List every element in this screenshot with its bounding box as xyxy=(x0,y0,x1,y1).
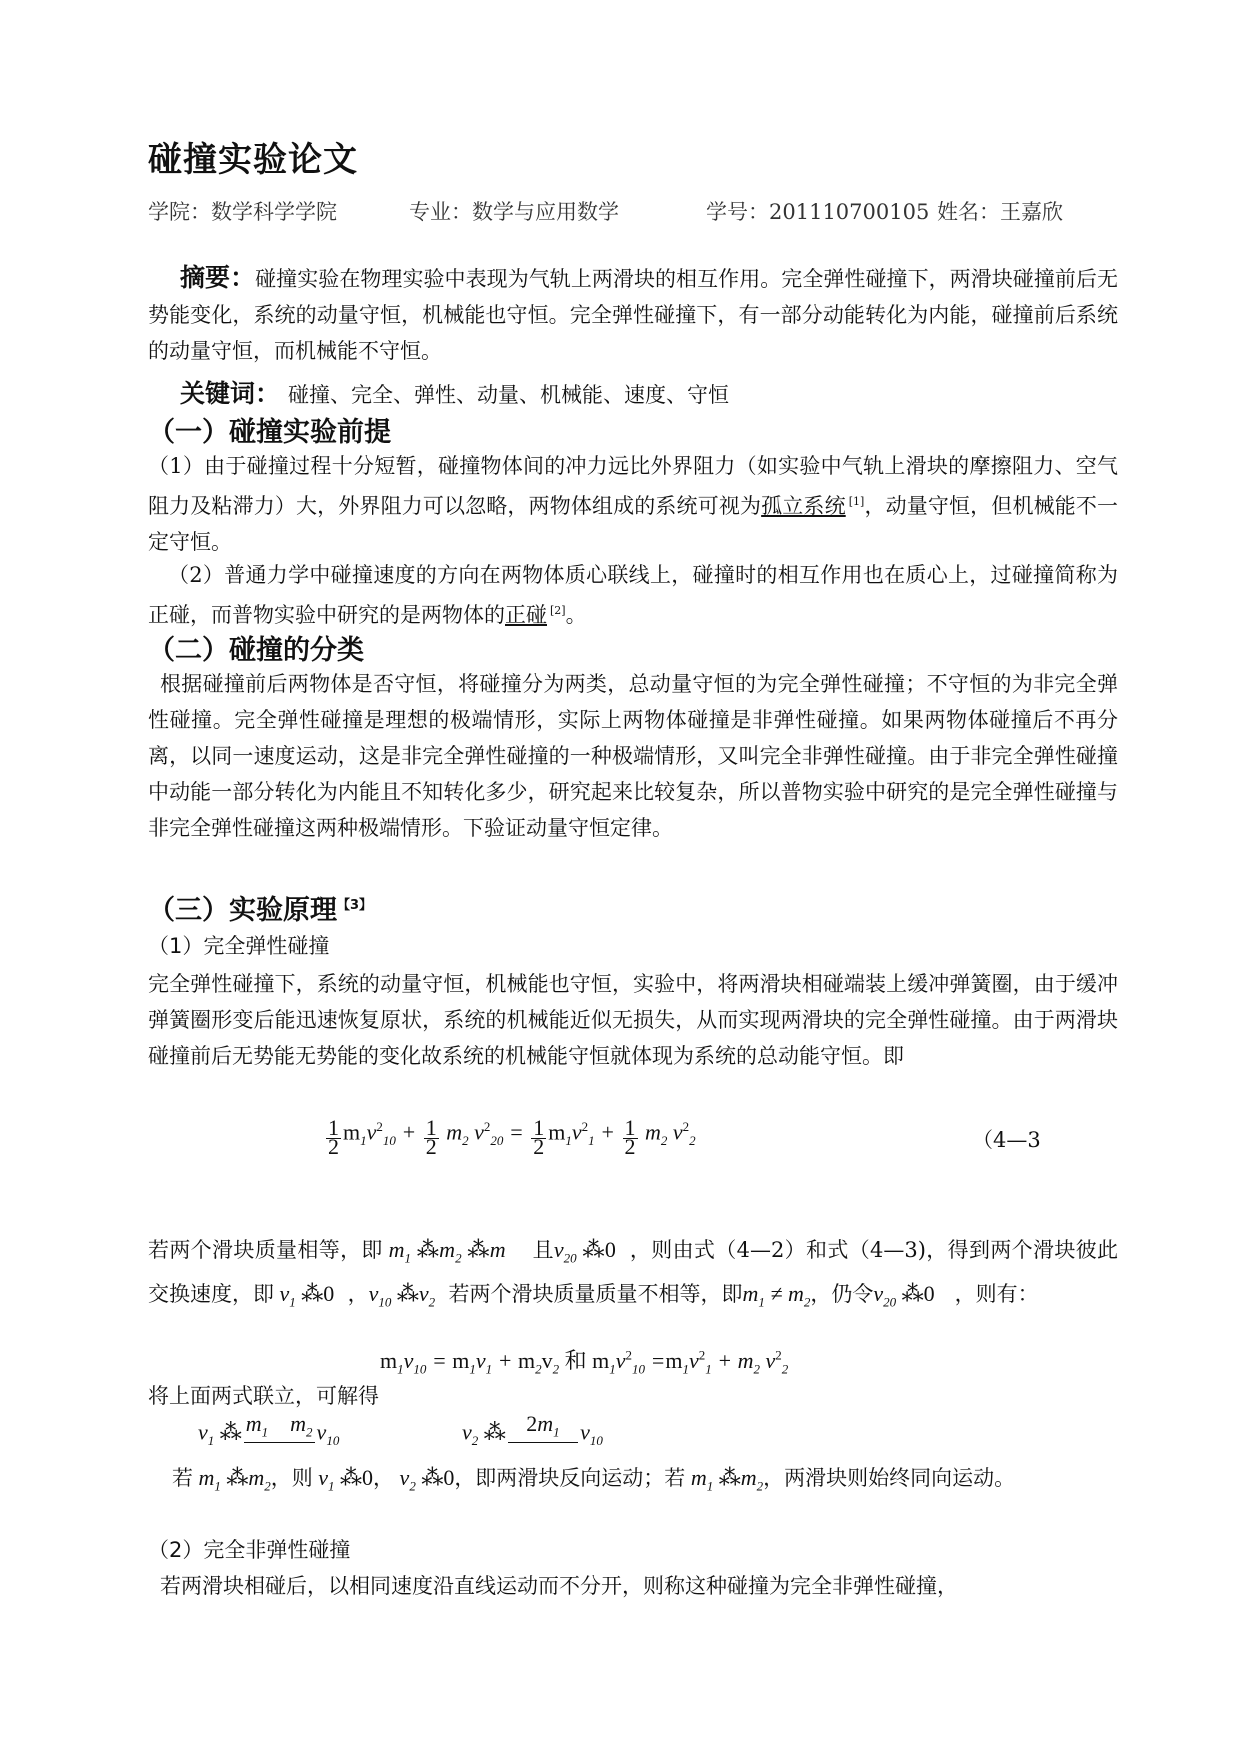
major-field: 专业：数学与应用数学 xyxy=(409,200,619,224)
equal-mass-text-4: 若两个滑块质量质量不相等，即 xyxy=(448,1282,743,1307)
v2-solution: $v_2$ ⁂ $2m_1$ $v_{10}$ xyxy=(462,1411,603,1449)
section2-heading: （二）碰撞的分类 xyxy=(148,635,364,666)
section1-p1-tail: ，动量守恒，但机械能不一定守恒。 xyxy=(148,494,1119,554)
reference-2: [2] xyxy=(550,604,566,617)
head-on-collision-link[interactable]: 正碰 xyxy=(505,603,547,627)
energy-conservation-equation: $\frac{1}{2}$ $m_1v^2_{10}$ + $\frac{1}{2}$ $m_2$ $v^2_{20}$ = $\frac{1}{2}$ $m_1v^2_1$ + $\frac{1}{2}$ $m_2$ $v^2_2$ xyxy=(328,1115,696,1159)
abstract-label: 摘要： xyxy=(180,263,256,292)
subsection2-heading: （2）完全非弹性碰撞 xyxy=(148,1538,351,1562)
reference-3: 【3】 xyxy=(337,898,373,913)
cond-text-a: 若 xyxy=(172,1466,193,1490)
keywords-label: 关键词： xyxy=(180,379,281,408)
name-field: 姓名：王嘉欣 xyxy=(937,200,1063,224)
equal-mass-text-2: 且 xyxy=(532,1238,554,1262)
cond-text-c: ，即两滑块反向运动；若 xyxy=(454,1466,686,1490)
cond-text-b: ，则 xyxy=(270,1466,313,1490)
section3-heading-text: （三）实验原理 xyxy=(148,895,337,926)
equal-mass-text-6: ，则有： xyxy=(954,1282,1039,1307)
section1-paragraph-2 xyxy=(148,557,1118,633)
inelastic-collision-paragraph: 若两滑块相碰后，以相同速度沿直线运动而不分开，则称这种碰撞为完全非弹性碰撞， xyxy=(160,1574,958,1598)
math-v1-eq-0: $v_1$ ⁂0 xyxy=(274,1281,335,1310)
equation-number: （4—3 xyxy=(972,1128,1041,1152)
reference-1: [1] xyxy=(848,495,865,508)
page-title: 碰撞实验论文 xyxy=(148,140,358,180)
college-field: 学院：数学科学学院 xyxy=(148,200,337,224)
isolated-system-link[interactable]: 孤立系统 xyxy=(761,494,846,518)
section1-p2-tail: 。 xyxy=(565,603,587,627)
math-m1-neq-m2: $m_1 \ne m_2$ xyxy=(742,1281,811,1310)
math-v1-gt-0: $v_1$ ⁂0 xyxy=(312,1465,374,1494)
section2-paragraph: 根据碰撞前后两物体是否守恒，将碰撞分为两类，总动量守恒的为完全弹性碰撞；不守恒的为非完全弹性碰撞。完全弹性碰撞是理想的极端情形，实际上两物体碰撞是非弹性碰撞。如果两物体碰撞后不再分离，以同一速度运动，这是非完全弹性碰撞的一种极端情形，又叫完全非弹性碰撞。由于非完全弹性碰撞中动能一部分转化为内能且不知转化多少，研究起来比较复杂，所以普物实验中研究的是完全弹性碰撞与非完全弹性碰撞这两种极端情形。下验证动量守恒定律。 xyxy=(148,672,1118,840)
direction-conditions: 若 $m_1$ $⁂m_2$，则 $v_1$ ⁂0， $v_2$ ⁂0，即两滑块反向运动；若 $m_1$ $⁂m_2$，两滑块则始终同向运动。 xyxy=(172,1465,1016,1494)
section1-p1-text: （1）由于碰撞过程十分短暂，碰撞物体间的冲力远比外界阻力（如实验中气轨上滑块的摩擦阻力、空气阻力及粘滞力）大，外界阻力可以忽略，两物体组成的系统可视为 xyxy=(148,454,1118,518)
cond-text-d: ，两滑块则始终同向运动。 xyxy=(763,1466,1016,1490)
equal-mass-text-3: ，则由式（4—2）和式（4—3)，得到两个滑块彼此交换速度，即 xyxy=(148,1238,1119,1307)
equal-mass-paragraph: 若两个滑块质量相等，即 $m_1$ $⁂m_2$ ⁂m 且$v_{20}$ ⁂0 ，则由式（4—2）和式（4—3)，得到两个滑块彼此交换速度，即 $v_1$ ⁂0 ，$v_{10}$ $⁂v_2$ 若两个滑块质量质量不相等，即$m_1 \ne m_2$，仍令$v_{20}$ ⁂0 ，则有： xyxy=(148,1237,1119,1310)
equal-mass-text-1: 若两个滑块质量相等，即 xyxy=(148,1238,383,1262)
section3-heading xyxy=(148,888,372,927)
math-v20-eq-0: $v_{20}$ ⁂0 xyxy=(553,1237,616,1266)
keywords-line xyxy=(180,374,729,410)
keywords-text: 碰撞、完全、弹性、动量、机械能、速度、守恒 xyxy=(288,383,730,407)
subsection1-heading: （1）完全弹性碰撞 xyxy=(148,934,330,958)
abstract-paragraph xyxy=(148,260,1118,369)
and-text: 和 xyxy=(564,1349,587,1374)
solve-text: 将上面两式联立，可解得 xyxy=(148,1384,379,1408)
equal-mass-text-5: ，仍令 xyxy=(810,1282,874,1307)
momentum-energy-equations: $m_1v_{10} = m_1v_1 + m_2v_2$ 和 $m_1v^2_{10} =m_1v^2_1 + m_2$ $v^2_2$ xyxy=(380,1347,789,1377)
math-v2-gt-0: $v_2$ ⁂0 xyxy=(394,1465,455,1494)
section1-p2-text: （2）普通力学中碰撞速度的方向在两物体质心联线上，碰撞时的相互作用也在质心上，过碰撞简称为正碰，而普物实验中研究的是两物体的 xyxy=(148,563,1118,627)
abstract-text: 碰撞实验在物理实验中表现为气轨上两滑块的相互作用。完全弹性碰撞下，两滑块碰撞前后无势能变化，系统的动量守恒，机械能也守恒。完全弹性碰撞下，有一部分动能转化为内能，碰撞前后系统的动量守恒，而机械能不守恒。 xyxy=(148,267,1118,363)
math-v20-eq-0-again: $v_{20}$ ⁂0 xyxy=(873,1281,935,1310)
math-m1-vs-m2: $m_1$ $⁂m_2$ xyxy=(685,1465,764,1494)
math-m1-gt-m2: $m_1$ $⁂m_2$ xyxy=(193,1465,271,1494)
student-id-field: 学号：201110700105 xyxy=(706,200,930,224)
elastic-collision-paragraph: 完全弹性碰撞下，系统的动量守恒，机械能也守恒，实验中，将两滑块相碰端装上缓冲弹簧圈，由于缓冲弹簧圈形变后能迅速恢复原状，系统的机械能近似无损失，从而实现两滑块的完全弹性碰撞。由于两滑块碰撞前后无势能无势能的变化故系统的机械能守恒就体现为系统的总动能守恒。即 xyxy=(148,972,1118,1068)
math-v10-eq-v2: $v_{10}$ $⁂v_2$ xyxy=(368,1281,436,1310)
section1-paragraph-1 xyxy=(148,448,1118,560)
v1-solution: $v_1$ ⁂ $m_1$ $m_2$ $v_{10}$ xyxy=(198,1411,340,1449)
math-m1-eq-m2-eq-m: $m_1$ $⁂m_2$ ⁂m xyxy=(382,1237,512,1266)
section1-heading: （一）碰撞实验前提 xyxy=(148,417,391,448)
